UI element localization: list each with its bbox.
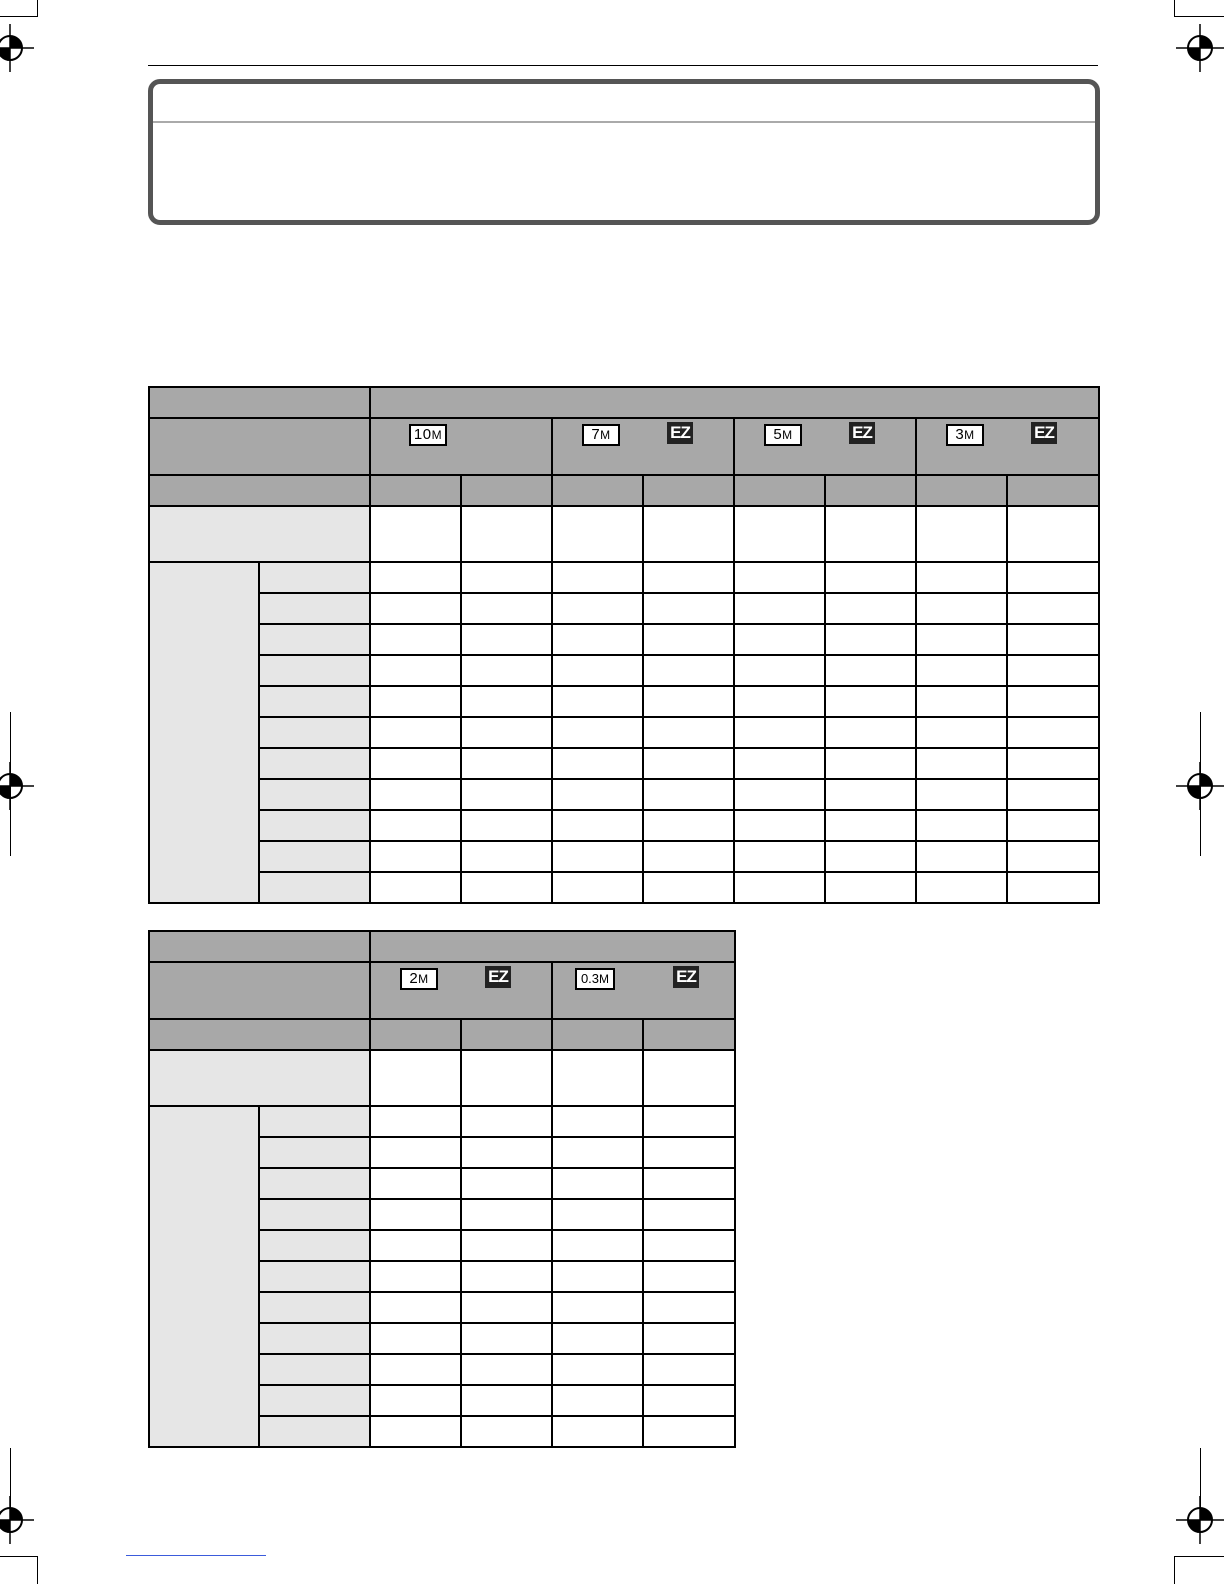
table-cell <box>552 1416 643 1447</box>
row-sublabel-cell <box>259 1416 370 1447</box>
table-cell <box>552 810 643 841</box>
table-cell <box>461 1230 552 1261</box>
table-cell <box>552 1385 643 1416</box>
table-cell <box>370 779 461 810</box>
table-cell <box>643 624 734 655</box>
table-cell <box>825 686 916 717</box>
table-cell <box>825 841 916 872</box>
table-header-cell <box>149 962 370 1019</box>
crop-mark-top-right-h <box>1174 16 1224 17</box>
table-cell <box>643 686 734 717</box>
table-cell <box>370 506 461 562</box>
table-cell <box>461 562 552 593</box>
table-row <box>149 841 1099 872</box>
quality-header-cell <box>643 1019 735 1050</box>
table-cell <box>370 686 461 717</box>
table-cell <box>643 1385 735 1416</box>
table-row <box>149 686 1099 717</box>
table-cell <box>370 624 461 655</box>
table-cell <box>916 810 1007 841</box>
table-cell <box>370 1385 461 1416</box>
table-cell <box>825 872 916 903</box>
header-rule <box>148 65 1098 66</box>
row-sublabel-cell <box>259 841 370 872</box>
row-sublabel-cell <box>259 1168 370 1199</box>
table-row <box>149 748 1099 779</box>
picture-size-icon: 0.3M <box>575 968 615 990</box>
crop-mark-bottom-right-v <box>1174 1556 1175 1584</box>
table-cell <box>643 1230 735 1261</box>
registration-mark-line <box>10 1448 11 1508</box>
table-cell <box>552 779 643 810</box>
table-cell <box>370 1168 461 1199</box>
picture-size-icon: 10M <box>409 424 447 446</box>
row-sublabel-cell <box>259 810 370 841</box>
table-cell <box>1007 593 1099 624</box>
table-cell <box>461 1050 552 1106</box>
row-sublabel-cell <box>259 1292 370 1323</box>
row-sublabel-cell <box>259 1199 370 1230</box>
table-header-cell <box>149 931 370 962</box>
table-cell <box>643 1199 735 1230</box>
table-cell <box>370 1323 461 1354</box>
crop-mark-bottom-left-v <box>37 1556 38 1584</box>
table-cell <box>734 717 825 748</box>
picture-size-header <box>370 962 552 1019</box>
row-sublabel-cell <box>259 655 370 686</box>
table-cell <box>734 624 825 655</box>
row-sublabel-cell <box>259 1230 370 1261</box>
recordable-pictures-table-2 <box>148 930 736 1448</box>
table-cell <box>370 872 461 903</box>
table-cell <box>643 506 734 562</box>
table-header-cell <box>149 1019 370 1050</box>
picture-size-header <box>916 418 1099 475</box>
table-cell <box>370 1137 461 1168</box>
table-cell <box>552 506 643 562</box>
table-cell <box>734 810 825 841</box>
row-sublabel-cell <box>259 593 370 624</box>
table-cell <box>643 872 734 903</box>
row-sublabel-cell <box>259 1137 370 1168</box>
table-cell <box>461 655 552 686</box>
table-cell <box>370 1292 461 1323</box>
table-row <box>149 593 1099 624</box>
row-sublabel-cell <box>259 562 370 593</box>
registration-mark-line <box>10 712 11 856</box>
table-cell <box>552 1106 643 1137</box>
row-sublabel-cell <box>259 686 370 717</box>
table-cell <box>825 655 916 686</box>
table-cell <box>552 624 643 655</box>
row-sublabel-cell <box>259 1354 370 1385</box>
table-row <box>149 1106 735 1137</box>
table-cell <box>552 1323 643 1354</box>
table-cell <box>916 872 1007 903</box>
table-cell <box>734 779 825 810</box>
table-cell <box>825 810 916 841</box>
table-cell <box>370 562 461 593</box>
quality-header-cell <box>643 475 734 506</box>
table-cell <box>643 1168 735 1199</box>
ez-icon: EZ <box>849 422 875 444</box>
table-cell <box>643 562 734 593</box>
picture-size-icon: 3M <box>946 424 984 446</box>
quality-header-cell <box>1007 475 1099 506</box>
table-cell <box>552 1168 643 1199</box>
table-cell <box>461 841 552 872</box>
table-cell <box>370 1199 461 1230</box>
table-cell <box>916 562 1007 593</box>
table-cell <box>552 748 643 779</box>
table-cell <box>370 1261 461 1292</box>
table-cell <box>461 1261 552 1292</box>
table-cell <box>552 1354 643 1385</box>
table-cell <box>1007 562 1099 593</box>
table-cell <box>643 1323 735 1354</box>
table-cell <box>916 748 1007 779</box>
footer-link-underline <box>126 1555 266 1556</box>
table-cell <box>734 841 825 872</box>
table-cell <box>643 655 734 686</box>
table-cell <box>643 1106 735 1137</box>
table-cell <box>461 686 552 717</box>
ez-icon: EZ <box>667 422 693 444</box>
table-row <box>149 872 1099 903</box>
table-cell <box>1007 748 1099 779</box>
table-cell <box>916 655 1007 686</box>
ez-icon: EZ <box>485 966 511 988</box>
table-cell <box>461 1323 552 1354</box>
table-cell <box>461 1354 552 1385</box>
table-cell <box>552 717 643 748</box>
table-cell <box>643 1354 735 1385</box>
table-cell <box>370 1416 461 1447</box>
table-cell <box>370 1354 461 1385</box>
quality-header-cell <box>461 475 552 506</box>
table-cell <box>461 1106 552 1137</box>
table-cell <box>1007 810 1099 841</box>
table-cell <box>461 810 552 841</box>
table-cell <box>461 779 552 810</box>
quality-header-cell <box>461 1019 552 1050</box>
row-label-cell <box>149 1050 370 1106</box>
table-cell <box>916 506 1007 562</box>
table-cell <box>1007 655 1099 686</box>
table-cell <box>1007 506 1099 562</box>
table-cell <box>552 593 643 624</box>
table-cell <box>734 686 825 717</box>
registration-mark-icon <box>1176 24 1224 72</box>
table-cell <box>734 593 825 624</box>
table-cell <box>643 779 734 810</box>
table-cell <box>643 1292 735 1323</box>
quality-header-cell <box>552 475 643 506</box>
table-cell <box>643 841 734 872</box>
table-cell <box>461 872 552 903</box>
table-cell <box>461 1137 552 1168</box>
row-sublabel-cell <box>259 717 370 748</box>
table-row <box>149 810 1099 841</box>
table-cell <box>370 810 461 841</box>
ez-icon: EZ <box>673 966 699 988</box>
table-cell <box>552 1050 643 1106</box>
picture-size-icon: 7M <box>582 424 620 446</box>
table-cell <box>643 1137 735 1168</box>
table-cell <box>916 624 1007 655</box>
table-cell <box>370 655 461 686</box>
table-cell <box>370 1230 461 1261</box>
quality-header-cell <box>370 1019 461 1050</box>
table-cell <box>461 1168 552 1199</box>
ez-icon: EZ <box>1031 422 1057 444</box>
table-cell <box>461 1199 552 1230</box>
table-cell <box>825 779 916 810</box>
table-header-cell <box>370 931 735 962</box>
table-cell <box>643 748 734 779</box>
crop-mark-top-left-h <box>0 16 38 17</box>
picture-size-header <box>552 418 734 475</box>
quality-header-cell <box>825 475 916 506</box>
registration-mark-icon <box>0 24 34 72</box>
table-cell <box>643 717 734 748</box>
table-cell <box>461 1292 552 1323</box>
table-header-cell <box>370 387 1099 418</box>
table-cell <box>552 872 643 903</box>
table-cell <box>734 562 825 593</box>
row-sublabel-cell <box>259 1261 370 1292</box>
table-cell <box>1007 686 1099 717</box>
row-sublabel-cell <box>259 748 370 779</box>
quality-header-cell <box>734 475 825 506</box>
table-cell <box>734 506 825 562</box>
table-cell <box>461 506 552 562</box>
row-sublabel-cell <box>259 1385 370 1416</box>
picture-size-header <box>552 962 735 1019</box>
table-cell <box>643 810 734 841</box>
table-cell <box>825 562 916 593</box>
table-cell <box>461 593 552 624</box>
table-cell <box>916 779 1007 810</box>
table-cell <box>461 748 552 779</box>
row-sublabel-cell <box>259 779 370 810</box>
table-cell <box>370 717 461 748</box>
crop-mark-top-left-v <box>37 0 38 16</box>
table-cell <box>916 717 1007 748</box>
table-cell <box>825 748 916 779</box>
table-cell <box>370 1050 461 1106</box>
recordable-pictures-table-1 <box>148 386 1100 904</box>
picture-size-header <box>370 418 552 475</box>
crop-mark-bottom-right-h <box>1174 1556 1224 1557</box>
quality-header-cell <box>552 1019 643 1050</box>
table-header-cell <box>149 475 370 506</box>
table-cell <box>643 1050 735 1106</box>
table-cell <box>734 748 825 779</box>
table-cell <box>643 1416 735 1447</box>
table-cell <box>370 748 461 779</box>
table-row <box>149 717 1099 748</box>
picture-size-header <box>734 418 916 475</box>
table-cell <box>825 624 916 655</box>
picture-size-icon: 5M <box>764 424 802 446</box>
table-row <box>149 624 1099 655</box>
table-cell <box>916 593 1007 624</box>
table-cell <box>552 1230 643 1261</box>
note-box <box>148 79 1100 225</box>
table-cell <box>1007 841 1099 872</box>
row-label-cell <box>149 506 370 562</box>
row-sublabel-cell <box>259 1106 370 1137</box>
table-cell <box>1007 779 1099 810</box>
table-cell <box>370 1106 461 1137</box>
row-sublabel-cell <box>259 872 370 903</box>
table-row <box>149 562 1099 593</box>
table-cell <box>734 872 825 903</box>
table-cell <box>734 655 825 686</box>
row-group-label-cell <box>149 562 259 903</box>
table-cell <box>552 562 643 593</box>
table-cell <box>552 1137 643 1168</box>
table-cell <box>461 624 552 655</box>
table-header-cell <box>149 387 370 418</box>
table-cell <box>461 1385 552 1416</box>
table-cell <box>1007 717 1099 748</box>
table-cell <box>552 1261 643 1292</box>
table-cell <box>825 717 916 748</box>
table-cell <box>461 717 552 748</box>
table-cell <box>1007 624 1099 655</box>
table-header-cell <box>149 418 370 475</box>
registration-mark-icon <box>0 762 34 810</box>
crop-mark-top-right-v <box>1174 0 1175 16</box>
row-sublabel-cell <box>259 624 370 655</box>
table-cell <box>552 841 643 872</box>
table-row <box>149 779 1099 810</box>
table-cell <box>552 655 643 686</box>
table-cell <box>552 1292 643 1323</box>
table-cell <box>825 593 916 624</box>
table-row <box>149 655 1099 686</box>
quality-header-cell <box>370 475 461 506</box>
table-cell <box>1007 872 1099 903</box>
table-cell <box>370 841 461 872</box>
table-cell <box>825 506 916 562</box>
table-cell <box>916 686 1007 717</box>
quality-header-cell <box>916 475 1007 506</box>
crop-mark-bottom-left-h <box>0 1556 38 1557</box>
picture-size-icon: 2M <box>400 968 438 990</box>
registration-mark-icon <box>0 1496 34 1544</box>
registration-mark-line <box>1200 1448 1201 1508</box>
table-cell <box>461 1416 552 1447</box>
table-cell <box>643 1261 735 1292</box>
table-cell <box>370 593 461 624</box>
table-cell <box>552 686 643 717</box>
note-box-divider <box>153 121 1095 123</box>
table-cell <box>552 1199 643 1230</box>
table-cell <box>916 841 1007 872</box>
registration-mark-line <box>1200 712 1201 856</box>
row-group-label-cell <box>149 1106 259 1447</box>
row-sublabel-cell <box>259 1323 370 1354</box>
table-cell <box>643 593 734 624</box>
